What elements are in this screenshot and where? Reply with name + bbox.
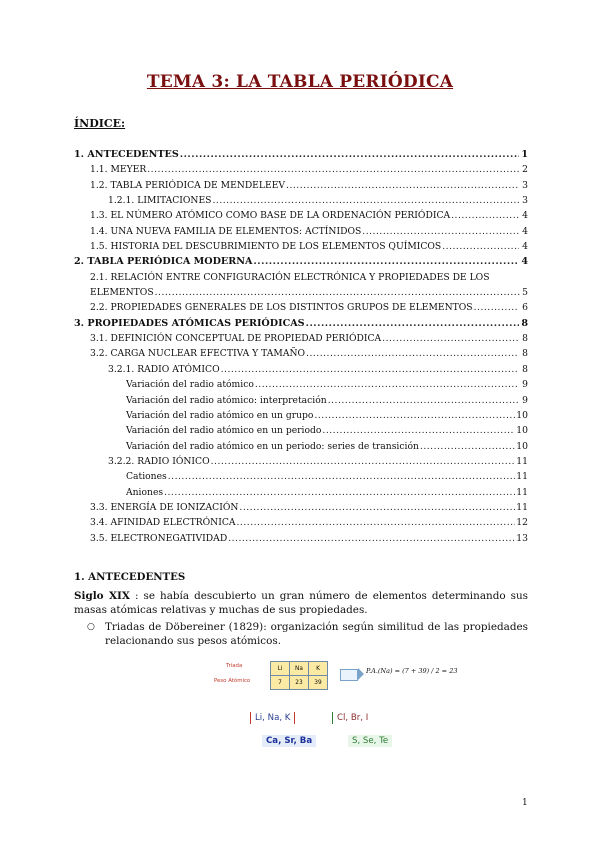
- toc-entry-text: 3.5. ELECTRONEGATIVIDAD: [90, 532, 228, 544]
- toc-leader-dots: [155, 285, 522, 300]
- toc-page-number: 9: [522, 394, 528, 406]
- toc-entry-text: 1.3. EL NÚMERO ATÓMICO COMO BASE DE LA ORDENACIÓN PERIÓDICA: [90, 210, 451, 222]
- triad-weight: 7: [271, 676, 290, 690]
- toc-page-number: 4: [522, 241, 528, 253]
- index-heading: ÍNDICE:: [74, 117, 126, 130]
- toc-leader-dots: [362, 224, 519, 239]
- toc-entry[interactable]: [74, 316, 528, 331]
- toc-leader-dots: [451, 208, 519, 223]
- toc-entry-text: 2.1. RELACIÓN ENTRE CONFIGURACIÓN ELECTRÓNICA Y PROPIEDADES DE LOS: [90, 271, 490, 283]
- toc-leader-dots: [239, 500, 515, 515]
- toc-entry-text: 3.1. DEFINICIÓN CONCEPTUAL DE PROPIEDAD PERIÓDICA: [90, 333, 382, 345]
- toc-leader-dots: [382, 331, 519, 346]
- toc-entry[interactable]: [74, 331, 528, 346]
- toc-entry[interactable]: [74, 469, 528, 484]
- triad-weight: 39: [309, 676, 328, 690]
- toc-entry[interactable]: [74, 500, 528, 515]
- toc-entry[interactable]: [74, 239, 528, 254]
- toc-page-number: 10: [516, 440, 528, 452]
- triad-figure: [214, 659, 458, 695]
- toc-entry[interactable]: [74, 162, 528, 177]
- toc-leader-dots: [180, 147, 519, 162]
- toc-entry-text: 2. TABLA PERIÓDICA MODERNA: [74, 256, 253, 268]
- bullet-text: Triadas de Döbereiner (1829): organización según similitud de las propiedades relacionando sus pesos atómicos.: [105, 621, 528, 648]
- toc-page-number: 11: [516, 486, 528, 498]
- toc-leader-dots: [237, 515, 516, 530]
- toc-leader-dots: [168, 469, 516, 484]
- toc-page-number: 11: [516, 455, 528, 467]
- toc-entry[interactable]: [74, 439, 528, 454]
- toc-page-number: 3: [522, 179, 528, 191]
- toc-page-number: 10: [516, 409, 528, 421]
- toc-entry-text: Variación del radio atómico en un periodo: series de transición: [126, 440, 419, 452]
- toc-entry-text: Cationes: [126, 471, 167, 483]
- toc-page-number: 1: [521, 149, 528, 160]
- toc-entry[interactable]: [74, 270, 528, 301]
- toc-entry-text: 1.2. TABLA PERIÓDICA DE MENDELEEV: [90, 179, 286, 191]
- toc-page-number: 13: [516, 532, 528, 544]
- bullet-item: [74, 620, 528, 648]
- toc-page-number: 3: [522, 195, 528, 207]
- triad-formula: P.A.(Na) = (7 + 39) / 2 = 23: [366, 667, 458, 675]
- toc-leader-dots: [212, 193, 519, 208]
- triad-symbol: K: [309, 662, 328, 676]
- triad-label: Tríada: [226, 663, 243, 669]
- toc-page-number: 9: [522, 379, 528, 391]
- toc-leader-dots: [328, 393, 519, 408]
- toc-page-number: 4: [521, 256, 528, 268]
- toc-page-number: 5: [522, 287, 528, 299]
- toc-leader-dots: [314, 408, 515, 423]
- toc-page-number: 8: [522, 333, 528, 345]
- toc-entry-text: Variación del radio atómico: [126, 379, 254, 391]
- toc-leader-dots: [228, 531, 515, 546]
- toc-entry-text: 3.4. AFINIDAD ELECTRÓNICA: [90, 517, 236, 529]
- toc-entry[interactable]: [74, 178, 528, 193]
- arrow-right-icon: [340, 669, 358, 681]
- weight-label: Peso Atómico: [214, 678, 251, 684]
- toc-entry-text: Variación del radio atómico en un grupo: [126, 409, 314, 421]
- toc-leader-dots: [306, 346, 519, 361]
- toc-page-number: 6: [522, 302, 528, 314]
- toc-entry-text: 3.2.1. RADIO ATÓMICO: [108, 363, 220, 375]
- toc-entry-text: Variación del radio atómico en un periodo: [126, 425, 322, 437]
- toc-entry[interactable]: [74, 515, 528, 530]
- toc-entry-text: 2.2. PROPIEDADES GENERALES DE LOS DISTINTOS GRUPOS DE ELEMENTOS: [90, 302, 473, 314]
- toc-entry[interactable]: [74, 254, 528, 269]
- toc-entry[interactable]: [74, 485, 528, 500]
- element-group: Li, Na, K: [250, 712, 295, 724]
- toc-leader-dots: [474, 300, 519, 315]
- element-group: S, Se, Te: [348, 735, 392, 747]
- page-number: 1: [522, 798, 528, 808]
- toc-leader-dots: [255, 377, 519, 392]
- toc-page-number: 11: [516, 501, 528, 513]
- toc-entry-text: 3.2. CARGA NUCLEAR EFECTIVA Y TAMAÑO: [90, 348, 306, 360]
- toc-page-number: 8: [522, 363, 528, 375]
- bullet-circle-icon: ○: [87, 622, 95, 632]
- triad-symbol: Li: [271, 662, 290, 676]
- toc-entry[interactable]: [74, 147, 528, 162]
- toc-page-number: 2: [522, 164, 528, 176]
- triad-symbol: Na: [290, 662, 309, 676]
- para-text: : se había descubierto un gran número de elementos determinando sus masas atómicas relativas y muchas de sus propiedades.: [74, 590, 528, 617]
- toc-page-number: 8: [522, 348, 528, 360]
- toc-leader-dots: [322, 423, 515, 438]
- triad-table: [270, 661, 328, 690]
- element-group: Ca, Sr, Ba: [262, 735, 316, 747]
- toc-entry[interactable]: [74, 531, 528, 546]
- toc-entry[interactable]: [74, 224, 528, 239]
- toc-leader-dots: [286, 178, 519, 193]
- toc-entry-text: Aniones: [126, 486, 164, 498]
- toc-leader-dots: [306, 316, 519, 331]
- toc-entry[interactable]: [74, 377, 528, 392]
- toc-page-number: 4: [522, 225, 528, 237]
- element-group: Cl, Br, I: [332, 712, 372, 724]
- toc-entry[interactable]: [74, 408, 528, 423]
- triad-weight: 23: [290, 676, 309, 690]
- toc-entry[interactable]: [74, 454, 528, 469]
- toc-entry[interactable]: [74, 362, 528, 377]
- para-bold-lead: Siglo XIX: [74, 590, 130, 602]
- toc-leader-dots: [211, 454, 516, 469]
- toc-leader-dots: [164, 485, 515, 500]
- toc-entry-text: 1.2.1. LIMITACIONES: [108, 195, 212, 207]
- toc-entry-text: 3. PROPIEDADES ATÓMICAS PERIÓDICAS: [74, 317, 305, 329]
- toc-leader-dots: [442, 239, 519, 254]
- toc-page-number: 11: [516, 471, 528, 483]
- table-of-contents: [74, 147, 528, 546]
- toc-entry-text: 1.1. MEYER: [90, 164, 147, 176]
- toc-entry-text: 1.4. UNA NUEVA FAMILIA DE ELEMENTOS: ACTÍNIDOS: [90, 225, 362, 237]
- toc-page-number: 8: [521, 317, 528, 329]
- toc-leader-dots: [253, 254, 519, 269]
- toc-entry-text: 1.5. HISTORIA DEL DESCUBRIMIENTO DE LOS ELEMENTOS QUÍMICOS: [90, 241, 442, 253]
- intro-paragraph: [74, 589, 528, 617]
- toc-entry-text: 3.2.2. RADIO IÓNICO: [108, 455, 210, 467]
- toc-entry-text: Variación del radio atómico: interpretación: [126, 394, 327, 406]
- toc-entry[interactable]: [74, 208, 528, 223]
- toc-page-number: 12: [516, 517, 528, 529]
- toc-page-number: 4: [522, 210, 528, 222]
- section-heading: 1. ANTECEDENTES: [74, 571, 186, 583]
- toc-entry[interactable]: [74, 193, 528, 208]
- document-title: TEMA 3: LA TABLA PERIÓDICA: [146, 72, 454, 92]
- toc-page-number: 10: [516, 425, 528, 437]
- toc-entry[interactable]: [74, 423, 528, 438]
- toc-leader-dots: [147, 162, 519, 177]
- toc-entry-text: 3.3. ENERGÍA DE IONIZACIÓN: [90, 501, 239, 513]
- toc-entry[interactable]: [74, 300, 528, 315]
- toc-leader-dots: [221, 362, 519, 377]
- toc-leader-dots: [420, 439, 515, 454]
- toc-entry-text: 1. ANTECEDENTES: [74, 149, 179, 160]
- toc-entry[interactable]: [74, 393, 528, 408]
- toc-entry[interactable]: [74, 346, 528, 361]
- toc-entry-text: ELEMENTOS: [90, 287, 154, 299]
